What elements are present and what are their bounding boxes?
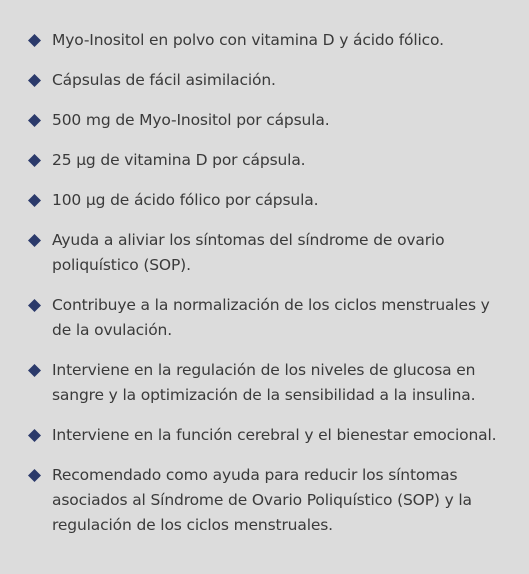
list-item xyxy=(0,68,529,93)
diamond-bullet-icon xyxy=(28,234,41,247)
diamond-bullet-icon xyxy=(28,194,41,207)
diamond-bullet-icon xyxy=(28,299,41,312)
diamond-bullet-icon xyxy=(28,74,41,87)
list-item xyxy=(0,293,529,343)
diamond-bullet-icon xyxy=(28,364,41,377)
list-item-text: 500 mg de Myo-Inositol por cápsula. xyxy=(52,111,330,129)
list-item xyxy=(0,108,529,133)
list-item-text: Contribuye a la normalización de los ciclos menstruales y de la ovulación. xyxy=(52,296,490,339)
list-item xyxy=(0,358,529,408)
diamond-bullet-icon xyxy=(28,469,41,482)
diamond-bullet-icon xyxy=(28,429,41,442)
list-item-text: Myo-Inositol en polvo con vitamina D y ácido fólico. xyxy=(52,31,444,49)
list-item-text: Recomendado como ayuda para reducir los síntomas asociados al Síndrome de Ovario Poliquístico (SOP) y la regulación de los ciclos menstruales. xyxy=(52,466,472,534)
list-item xyxy=(0,148,529,173)
list-item xyxy=(0,463,529,538)
diamond-bullet-icon xyxy=(28,34,41,47)
list-item-text: Interviene en la regulación de los niveles de glucosa en sangre y la optimización de la sensibilidad a la insulina. xyxy=(52,361,476,404)
list-item-text: 25 µg de vitamina D por cápsula. xyxy=(52,151,306,169)
list-item-text: Ayuda a aliviar los síntomas del síndrome de ovario poliquístico (SOP). xyxy=(52,231,445,274)
list-item-text: Cápsulas de fácil asimilación. xyxy=(52,71,276,89)
list-item xyxy=(0,28,529,53)
list-item xyxy=(0,228,529,278)
list-item-text: Interviene en la función cerebral y el bienestar emocional. xyxy=(52,426,497,444)
diamond-bullet-icon xyxy=(28,114,41,127)
list-item xyxy=(0,188,529,213)
list-item-text: 100 µg de ácido fólico por cápsula. xyxy=(52,191,319,209)
diamond-bullet-icon xyxy=(28,154,41,167)
list-item xyxy=(0,423,529,448)
